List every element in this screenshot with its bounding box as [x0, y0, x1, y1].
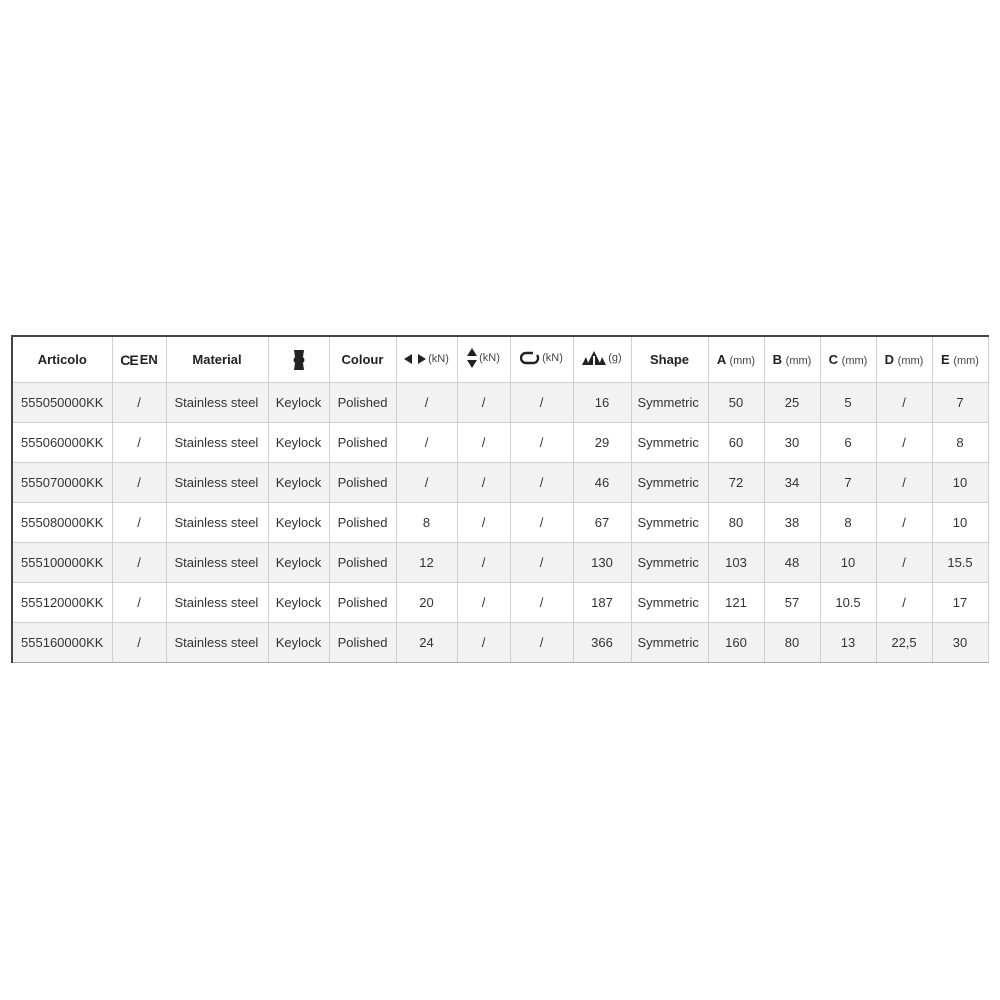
cell-gate-open: / [510, 423, 573, 463]
cell-d: / [876, 503, 932, 543]
cell-b: 34 [764, 463, 820, 503]
header-weight [573, 336, 631, 383]
cell-a: 60 [708, 423, 764, 463]
header-b [764, 336, 820, 383]
table-row [12, 583, 988, 623]
table-row [12, 383, 988, 423]
cell-colour: Polished [329, 383, 396, 423]
cell-closure: Keylock [268, 503, 329, 543]
cell-d: / [876, 583, 932, 623]
cell-major-axis: / [396, 423, 457, 463]
cell-major-axis: 12 [396, 543, 457, 583]
cell-material: Stainless steel [166, 383, 268, 423]
cell-minor-axis: / [457, 543, 510, 583]
en-label: EN [139, 352, 158, 367]
cell-articolo: 555100000KK [12, 543, 112, 583]
cell-ce-en: / [112, 463, 166, 503]
cell-c: 13 [820, 623, 876, 663]
header-major-axis [396, 336, 457, 383]
cell-ce-en: / [112, 623, 166, 663]
cell-d: / [876, 543, 932, 583]
gate-open-unit: (kN) [542, 352, 563, 364]
cell-articolo: 555060000KK [12, 423, 112, 463]
weight-unit: (g) [608, 352, 622, 364]
cell-minor-axis: / [457, 423, 510, 463]
header-row [12, 336, 988, 383]
cell-shape: Symmetric [631, 583, 708, 623]
cell-shape: Symmetric [631, 463, 708, 503]
cell-c: 8 [820, 503, 876, 543]
cell-closure: Keylock [268, 463, 329, 503]
spec-table [11, 335, 989, 663]
cell-minor-axis: / [457, 463, 510, 503]
cell-minor-axis: / [457, 583, 510, 623]
cell-material: Stainless steel [166, 583, 268, 623]
header-articolo: Articolo [12, 336, 112, 383]
cell-c: 6 [820, 423, 876, 463]
cell-e: 7 [932, 383, 988, 423]
cell-b: 25 [764, 383, 820, 423]
header-shape: Shape [631, 336, 708, 383]
cell-d: / [876, 423, 932, 463]
cell-colour: Polished [329, 463, 396, 503]
cell-c: 10 [820, 543, 876, 583]
cell-gate-open: / [510, 503, 573, 543]
cell-closure: Keylock [268, 623, 329, 663]
major-axis-unit: (kN) [428, 353, 449, 365]
cell-weight: 187 [573, 583, 631, 623]
minor-axis-unit: (kN) [479, 352, 500, 364]
cell-colour: Polished [329, 543, 396, 583]
b-label: B [772, 352, 783, 367]
spec-table-container [11, 335, 987, 663]
c-unit: (mm) [841, 355, 868, 367]
cell-weight: 67 [573, 503, 631, 543]
cell-articolo: 555120000KK [12, 583, 112, 623]
cell-articolo: 555160000KK [12, 623, 112, 663]
cell-ce-en: / [112, 503, 166, 543]
cell-a: 160 [708, 623, 764, 663]
cell-a: 80 [708, 503, 764, 543]
cell-a: 72 [708, 463, 764, 503]
cell-d: 22,5 [876, 623, 932, 663]
cell-a: 121 [708, 583, 764, 623]
cell-weight: 16 [573, 383, 631, 423]
cell-closure: Keylock [268, 423, 329, 463]
cell-a: 50 [708, 383, 764, 423]
cell-colour: Polished [329, 583, 396, 623]
cell-b: 80 [764, 623, 820, 663]
cell-c: 10.5 [820, 583, 876, 623]
cell-gate-open: / [510, 383, 573, 423]
open-gate-icon [520, 351, 540, 365]
a-label: A [716, 352, 726, 367]
table-row [12, 423, 988, 463]
d-label: D [884, 352, 895, 367]
header-colour: Colour [329, 336, 396, 383]
cell-gate-open: / [510, 623, 573, 663]
cell-c: 5 [820, 383, 876, 423]
e-unit: (mm) [953, 355, 979, 367]
cell-articolo: 555080000KK [12, 503, 112, 543]
header-c [820, 336, 876, 383]
header-minor-axis [457, 336, 510, 383]
cell-shape: Symmetric [631, 383, 708, 423]
cell-ce-en: / [112, 543, 166, 583]
cell-weight: 29 [573, 423, 631, 463]
cell-minor-axis: / [457, 383, 510, 423]
header-gate-open [510, 336, 573, 383]
weight-icon [582, 351, 606, 365]
a-unit: (mm) [729, 355, 756, 367]
header-ce-en [112, 336, 166, 383]
cell-material: Stainless steel [166, 503, 268, 543]
c-label: C [828, 352, 839, 367]
cell-material: Stainless steel [166, 423, 268, 463]
cell-e: 30 [932, 623, 988, 663]
table-row [12, 623, 988, 663]
cell-ce-en: / [112, 583, 166, 623]
cell-b: 48 [764, 543, 820, 583]
cell-shape: Symmetric [631, 543, 708, 583]
cell-b: 38 [764, 503, 820, 543]
cell-b: 57 [764, 583, 820, 623]
cell-colour: Polished [329, 423, 396, 463]
cell-e: 17 [932, 583, 988, 623]
b-unit: (mm) [785, 355, 812, 367]
cell-minor-axis: / [457, 623, 510, 663]
cell-major-axis: / [396, 383, 457, 423]
cell-major-axis: 20 [396, 583, 457, 623]
cell-articolo: 555070000KK [12, 463, 112, 503]
vertical-arrows-icon [467, 348, 477, 368]
cell-material: Stainless steel [166, 543, 268, 583]
cell-closure: Keylock [268, 383, 329, 423]
table-row [12, 463, 988, 503]
cell-a: 103 [708, 543, 764, 583]
cell-closure: Keylock [268, 583, 329, 623]
cell-b: 30 [764, 423, 820, 463]
cell-ce-en: / [112, 383, 166, 423]
cell-colour: Polished [329, 623, 396, 663]
cell-articolo: 555050000KK [12, 383, 112, 423]
cell-minor-axis: / [457, 503, 510, 543]
cell-shape: Symmetric [631, 423, 708, 463]
cell-ce-en: / [112, 423, 166, 463]
cell-gate-open: / [510, 463, 573, 503]
cell-major-axis: / [396, 463, 457, 503]
header-a [708, 336, 764, 383]
table-row [12, 543, 988, 583]
ce-mark: CE [120, 351, 138, 368]
cell-weight: 366 [573, 623, 631, 663]
cell-gate-open: / [510, 543, 573, 583]
cell-e: 8 [932, 423, 988, 463]
cell-weight: 130 [573, 543, 631, 583]
cell-weight: 46 [573, 463, 631, 503]
e-label: E [941, 352, 950, 367]
cell-major-axis: 24 [396, 623, 457, 663]
cell-gate-open: / [510, 583, 573, 623]
cell-material: Stainless steel [166, 623, 268, 663]
cell-major-axis: 8 [396, 503, 457, 543]
cell-colour: Polished [329, 503, 396, 543]
header-material: Material [166, 336, 268, 383]
cell-material: Stainless steel [166, 463, 268, 503]
table-row [12, 503, 988, 543]
header-closure [268, 336, 329, 383]
cell-shape: Symmetric [631, 503, 708, 543]
cell-e: 10 [932, 503, 988, 543]
keylock-icon [292, 350, 306, 370]
cell-closure: Keylock [268, 543, 329, 583]
cell-e: 10 [932, 463, 988, 503]
header-d [876, 336, 932, 383]
cell-d: / [876, 463, 932, 503]
cell-e: 15.5 [932, 543, 988, 583]
cell-d: / [876, 383, 932, 423]
header-e [932, 336, 988, 383]
d-unit: (mm) [897, 355, 924, 367]
cell-shape: Symmetric [631, 623, 708, 663]
horizontal-arrows-icon [404, 354, 426, 364]
cell-c: 7 [820, 463, 876, 503]
